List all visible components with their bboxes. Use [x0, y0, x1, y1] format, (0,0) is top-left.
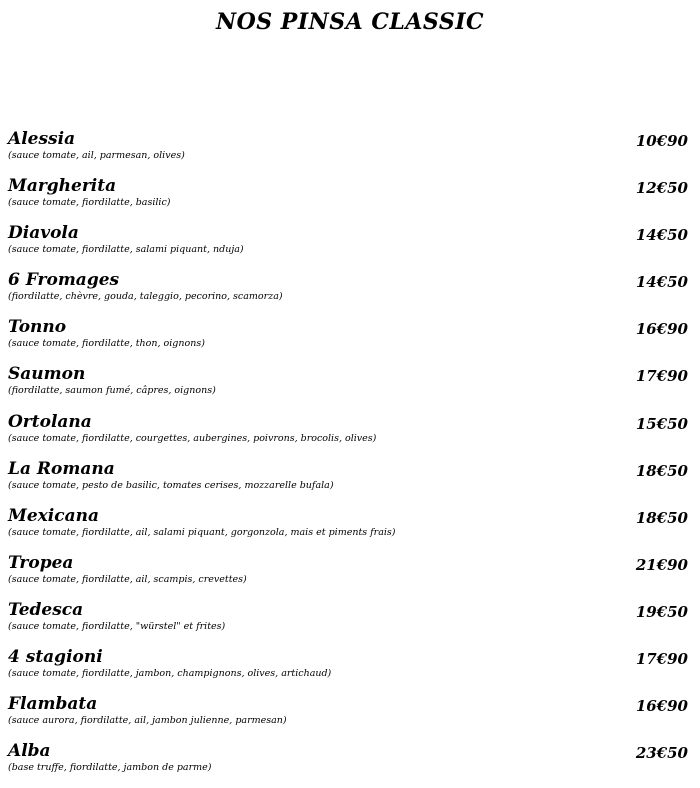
menu-item — [8, 270, 692, 317]
item-name: 4 stagioni — [8, 647, 103, 668]
menu-item — [8, 647, 692, 694]
menu-item — [8, 412, 692, 459]
menu-item — [8, 553, 692, 600]
item-price: 16€90 — [635, 697, 688, 716]
item-description: (fiordilatte, chèvre, gouda, taleggio, pecorino, scamorza) — [8, 291, 283, 303]
item-price: 17€90 — [635, 367, 688, 386]
item-description: (sauce tomate, fiordilatte, ail, salami piquant, gorgonzola, mais et piments frais) — [8, 526, 396, 538]
item-name: Diavola — [8, 223, 79, 244]
item-name: Alessia — [8, 129, 76, 149]
item-name: La Romana — [8, 458, 115, 479]
menu-item — [8, 364, 692, 411]
menu-item — [8, 741, 692, 788]
item-price: 18€50 — [635, 508, 688, 527]
item-description: (sauce tomate, pesto de basilic, tomates cerises, mozzarelle bufala) — [8, 479, 334, 491]
item-description: (sauce tomate, fiordilatte, courgettes, aubergines, poivrons, brocolis, olives) — [8, 432, 377, 444]
item-name: Tonno — [8, 317, 67, 338]
item-price: 16€90 — [635, 320, 688, 339]
menu-list — [8, 129, 692, 788]
item-price: 14€50 — [635, 226, 688, 245]
item-description: (sauce tomate, fiordilatte, jambon, champignons, olives, artichaud) — [8, 668, 332, 680]
item-price: 19€50 — [635, 602, 688, 621]
item-description: (sauce tomate, fiordilatte, salami piquant, nduja) — [8, 244, 244, 256]
item-name: 6 Fromages — [8, 270, 120, 291]
item-description: (sauce aurora, fiordilatte, ail, jambon julienne, parmesan) — [8, 715, 287, 727]
item-name: Saumon — [8, 364, 86, 385]
item-name: Flambata — [8, 694, 98, 715]
menu-item — [8, 600, 692, 647]
menu-item — [8, 223, 692, 270]
item-description: (sauce tomate, fiordilatte, thon, oignons) — [8, 338, 205, 350]
menu-item — [8, 129, 692, 176]
item-price: 14€50 — [635, 273, 688, 292]
item-price: 12€50 — [635, 179, 688, 198]
item-name: Tedesca — [8, 599, 84, 620]
item-description: (base truffe, fiordilatte, jambon de parme) — [8, 762, 212, 774]
item-description: (sauce tomate, fiordilatte, "würstel" et frites) — [8, 620, 226, 632]
item-price: 21€90 — [635, 555, 688, 574]
page-title: NOS PINSA CLASSIC — [215, 9, 485, 35]
item-description: (sauce tomate, ail, parmesan, olives) — [8, 150, 185, 161]
item-price: 23€50 — [635, 744, 688, 763]
item-name: Tropea — [8, 552, 74, 573]
item-price: 15€50 — [635, 414, 688, 433]
menu-item — [8, 694, 692, 741]
menu-item — [8, 176, 692, 223]
item-price: 10€90 — [635, 132, 688, 150]
menu-item — [8, 317, 692, 364]
item-price: 17€90 — [635, 650, 688, 669]
menu-item — [8, 506, 692, 553]
item-price: 18€50 — [635, 461, 688, 480]
item-description: (sauce tomate, fiordilatte, basilic) — [8, 197, 171, 209]
item-description: (fiordilatte, saumon fumé, câpres, oignons) — [8, 385, 216, 397]
item-name: Margherita — [8, 176, 117, 197]
menu-item — [8, 459, 692, 506]
item-description: (sauce tomate, fiordilatte, ail, scampis, crevettes) — [8, 573, 247, 585]
item-name: Mexicana — [8, 505, 99, 526]
item-name: Ortolana — [8, 411, 92, 432]
item-name: Alba — [8, 741, 51, 762]
